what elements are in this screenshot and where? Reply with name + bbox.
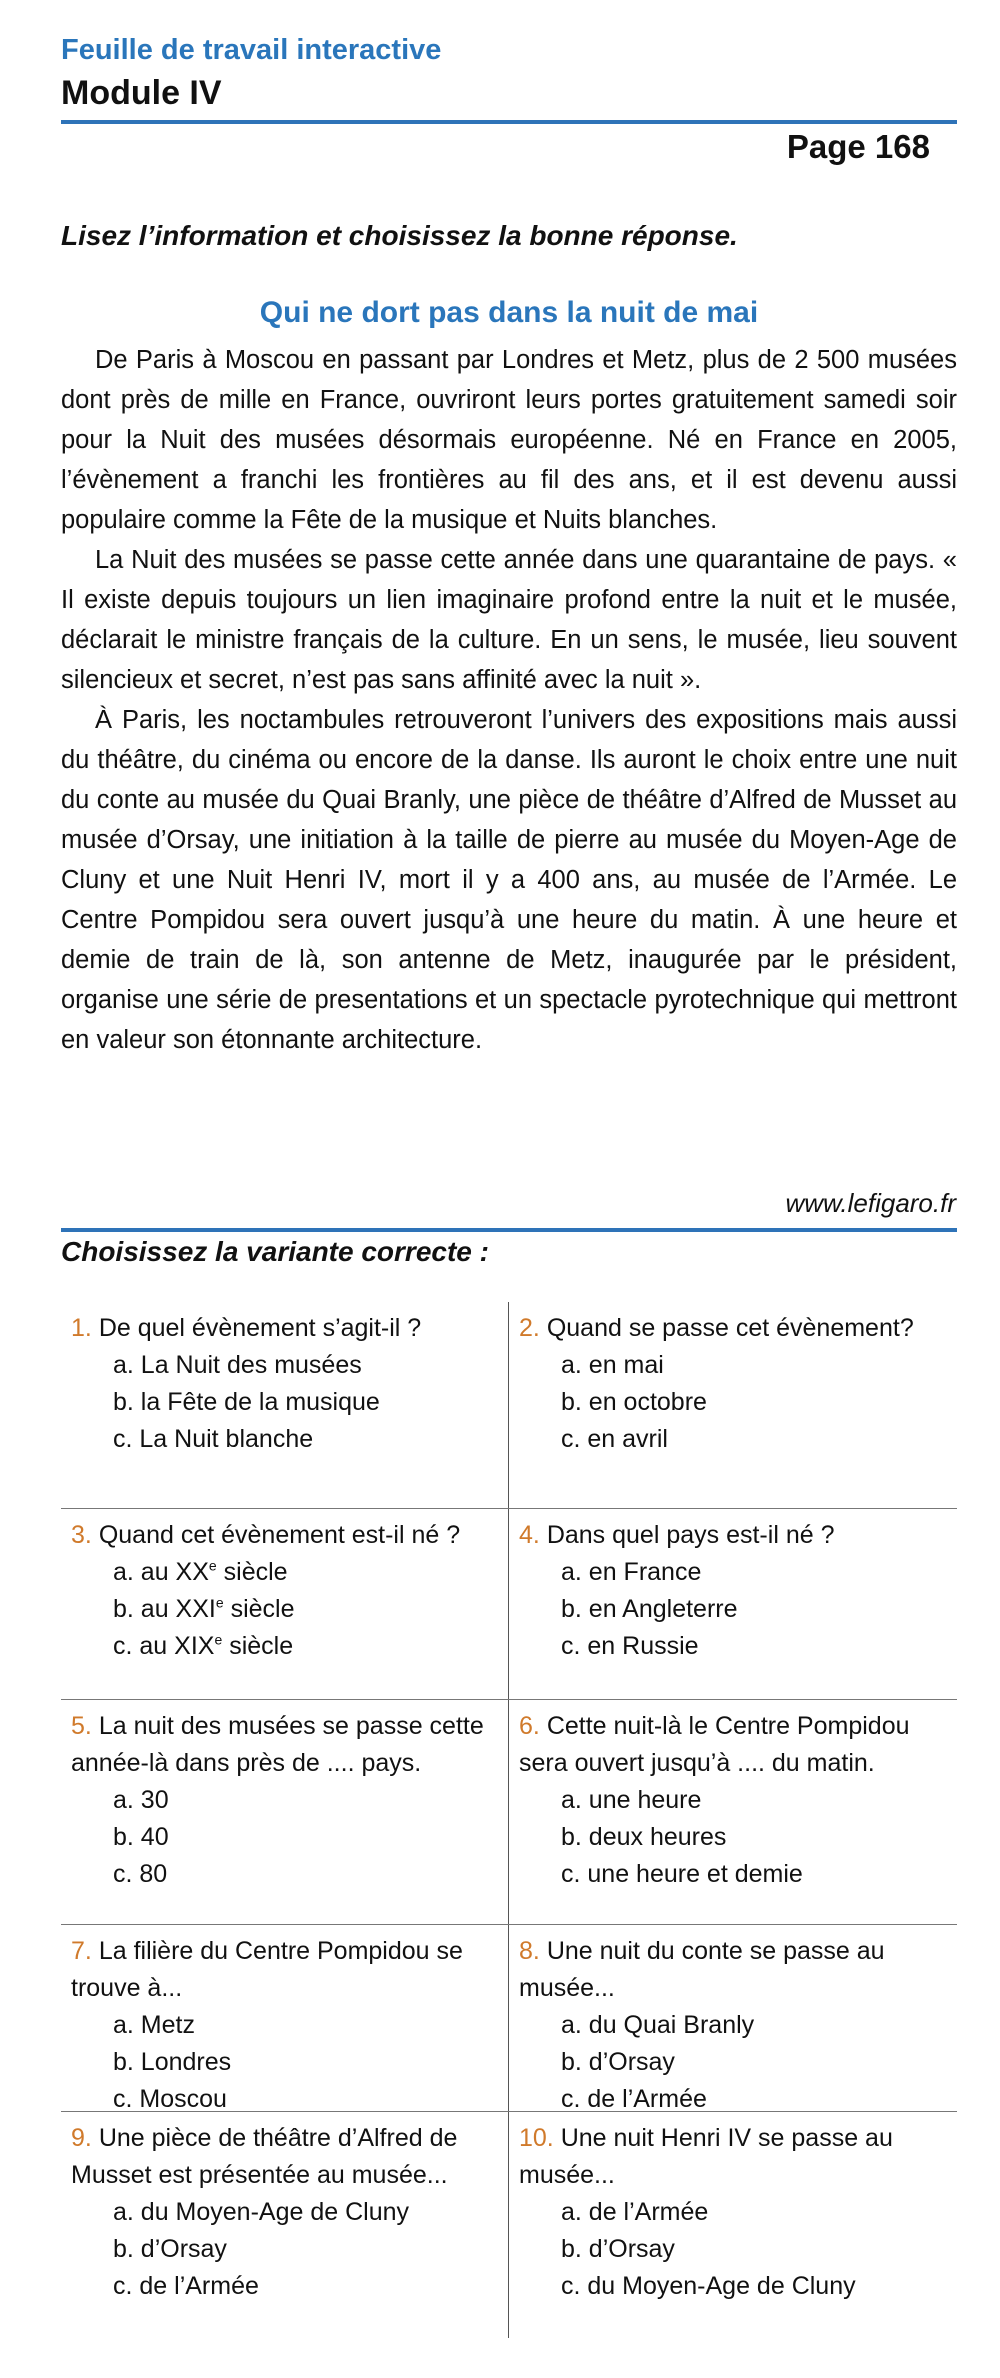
- question-text: Quand cet évènement est-il né ?: [98, 1521, 461, 1549]
- question-1: [61, 1302, 509, 1508]
- section-divider: [61, 1228, 957, 1232]
- answer-option[interactable]: b. au XXIe siècle: [113, 1594, 295, 1623]
- question-row: [61, 1700, 957, 1925]
- question-number: 4.: [519, 1521, 540, 1549]
- question-text: La nuit des musées se passe cette année-là dans près de .... pays.: [71, 1712, 484, 1777]
- answer-option[interactable]: a. 30: [113, 1786, 169, 1814]
- question-text: Cette nuit-là le Centre Pompidou sera ouvert jusqu’à .... du matin.: [519, 1712, 910, 1777]
- article-paragraph: De Paris à Moscou en passant par Londres et Metz, plus de 2 500 musées dont près de mille en France, ouvriront leurs portes gratuitement samedi soir pour la Nuit des musées désormais européenne. Né en France en 2005, l’évènement a franchi les frontières au fil des ans, et il est devenu aussi populaire comme la Fête de la musique et Nuits blanches.: [61, 346, 957, 534]
- question-text: Quand se passe cet évènement?: [546, 1314, 914, 1342]
- question-row: [61, 1302, 957, 1509]
- question-number: 2.: [519, 1314, 540, 1342]
- answer-option[interactable]: a. en France: [561, 1558, 702, 1586]
- page-number: Page 168: [786, 128, 930, 165]
- question-text: Dans quel pays est-il né ?: [546, 1521, 835, 1549]
- question-7: [61, 1925, 509, 2111]
- article-paragraph: La Nuit des musées se passe cette année dans une quarantaine de pays. « Il existe depuis toujours un lien imaginaire profond entre la nuit et le musée, déclarait le ministre français de la culture. En un sens, le musée, lieu souvent silencieux et secret, n’est pas sans affinité avec la nuit ».: [61, 546, 957, 694]
- worksheet-header: Feuille de travail interactive: [61, 34, 442, 66]
- question-4: [509, 1509, 957, 1699]
- answer-option[interactable]: b. d’Orsay: [561, 2235, 675, 2263]
- question-3: [61, 1509, 509, 1699]
- answer-option[interactable]: b. d’Orsay: [113, 2235, 227, 2263]
- question-grid: [61, 1302, 957, 2338]
- question-text: La filière du Centre Pompidou se trouve à...: [71, 1937, 463, 2002]
- instruction-text: Lisez l’information et choisissez la bonne réponse.: [61, 220, 738, 251]
- question-row: [61, 1925, 957, 2112]
- answer-option[interactable]: b. deux heures: [561, 1823, 727, 1851]
- question-2: [509, 1302, 957, 1508]
- question-text: Une pièce de théâtre d’Alfred de Musset est présentée au musée...: [71, 2124, 458, 2189]
- answer-option[interactable]: a. au XXe siècle: [113, 1557, 288, 1586]
- answer-option[interactable]: c. Moscou: [113, 2085, 227, 2113]
- answer-option[interactable]: b. la Fête de la musique: [113, 1388, 380, 1416]
- question-row: [61, 1509, 957, 1700]
- answer-option[interactable]: b. en Angleterre: [561, 1595, 738, 1623]
- question-number: 9.: [71, 2124, 92, 2152]
- question-number: 6.: [519, 1712, 540, 1740]
- answer-option[interactable]: a. une heure: [561, 1786, 702, 1814]
- question-number: 5.: [71, 1712, 92, 1740]
- article-paragraph: À Paris, les noctambules retrouveront l’univers des expositions mais aussi du théâtre, du cinéma ou encore de la danse. Ils auront le choix entre une nuit du conte au musée du Quai Branly, une pièce de théâtre d’Alfred de Musset au musée d’Orsay, une initiation à la taille de pierre au musée du Moyen-Age de Cluny et une Nuit Henri IV, mort il y a 400 ans, au musée de l’Armée. Le Centre Pompidou sera ouvert jusqu’à une heure du matin. À une heure et demie de train de là, son antenne de Metz, inaugurée par le président, organise une série de presentations et un spectacle pyrotechnique qui mettront en valeur son étonnante architecture.: [61, 706, 957, 1054]
- answer-option[interactable]: c. 80: [113, 1860, 168, 1888]
- question-9: [61, 2112, 509, 2338]
- article-title: Qui ne dort pas dans la nuit de mai: [259, 296, 759, 329]
- question-6: [509, 1700, 957, 1924]
- answer-option[interactable]: c. en avril: [561, 1425, 668, 1453]
- answer-option[interactable]: a. Metz: [113, 2011, 195, 2039]
- question-number: 3.: [71, 1521, 92, 1549]
- answer-option[interactable]: c. La Nuit blanche: [113, 1425, 314, 1453]
- answer-option[interactable]: c. au XIXe siècle: [113, 1631, 294, 1660]
- answer-option[interactable]: b. Londres: [113, 2048, 232, 2076]
- answer-option[interactable]: a. de l’Armée: [561, 2198, 709, 2226]
- question-5: [61, 1700, 509, 1924]
- question-10: [509, 2112, 957, 2338]
- answer-option[interactable]: b. en octobre: [561, 1388, 707, 1416]
- answer-option[interactable]: b. 40: [113, 1823, 169, 1851]
- question-text: Une nuit Henri IV se passe au musée...: [519, 2124, 893, 2189]
- module-title: Module IV: [61, 74, 222, 112]
- question-8: [509, 1925, 957, 2111]
- answer-option[interactable]: a. du Quai Branly: [561, 2011, 755, 2039]
- answer-option[interactable]: a. en mai: [561, 1351, 664, 1379]
- answer-option[interactable]: a. du Moyen-Age de Cluny: [113, 2198, 410, 2226]
- answer-option[interactable]: c. de l’Armée: [113, 2272, 259, 2300]
- question-number: 8.: [519, 1937, 540, 1965]
- question-number: 10.: [519, 2124, 554, 2152]
- answer-option[interactable]: c. de l’Armée: [561, 2085, 707, 2113]
- article-source: www.lefigaro.fr: [785, 1188, 956, 1218]
- answer-option[interactable]: a. La Nuit des musées: [113, 1351, 362, 1379]
- header-divider: [61, 120, 957, 124]
- answer-option[interactable]: c. une heure et demie: [561, 1860, 803, 1888]
- answer-option[interactable]: b. d’Orsay: [561, 2048, 675, 2076]
- answer-option[interactable]: c. en Russie: [561, 1632, 699, 1660]
- question-text: Une nuit du conte se passe au musée...: [519, 1937, 885, 2002]
- article-body: [61, 340, 957, 1060]
- question-number: 1.: [71, 1314, 92, 1342]
- answer-option[interactable]: c. du Moyen-Age de Cluny: [561, 2272, 856, 2300]
- question-row: [61, 2112, 957, 2338]
- question-text: De quel évènement s’agit-il ?: [98, 1314, 422, 1342]
- question-number: 7.: [71, 1937, 92, 1965]
- exercise-heading: Choisissez la variante correcte :: [61, 1236, 489, 1267]
